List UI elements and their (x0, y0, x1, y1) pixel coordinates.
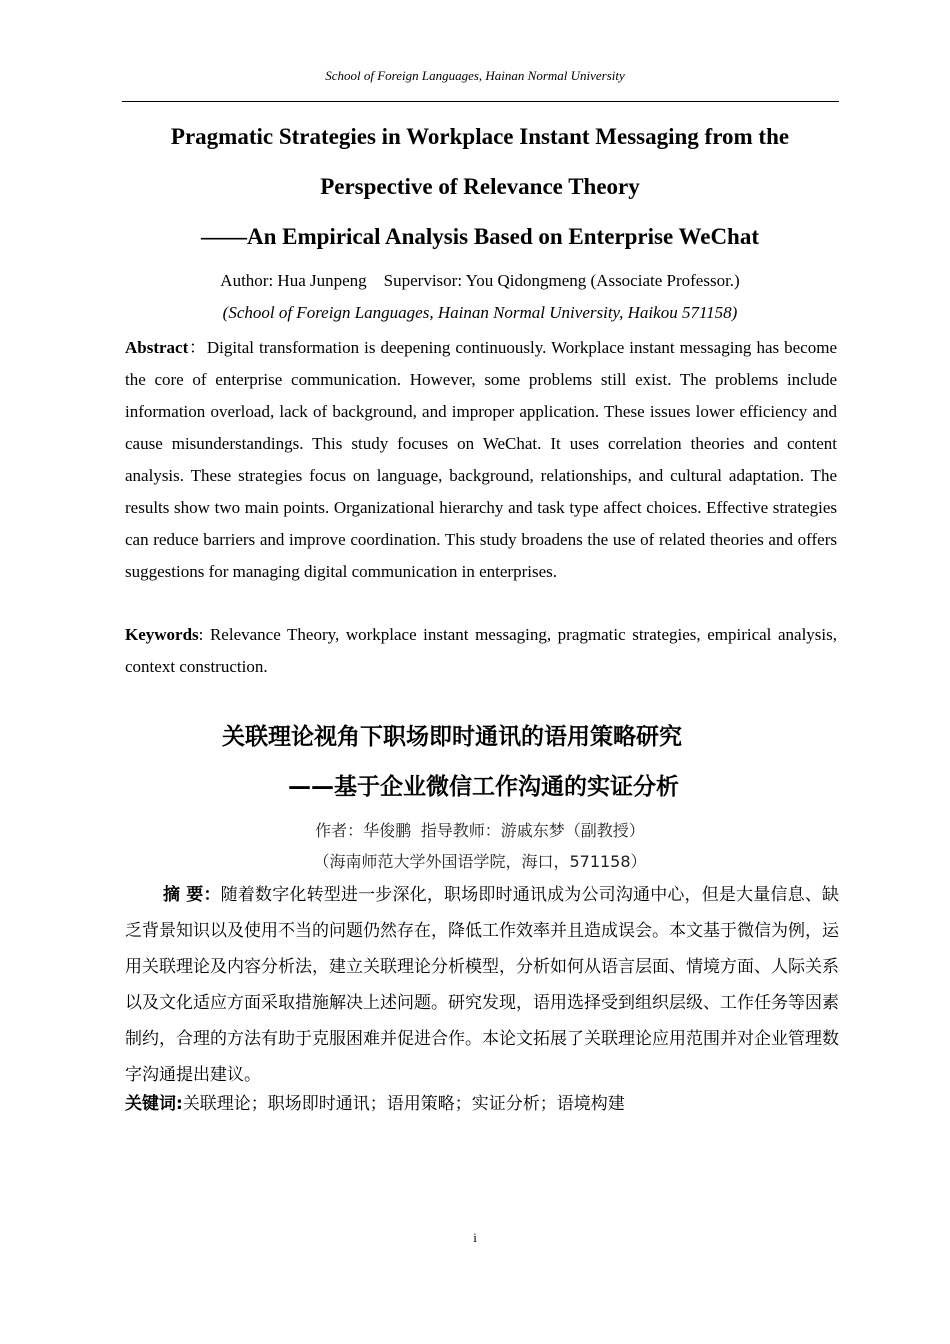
english-author-line: Author: Hua Junpeng Supervisor: You Qidongmeng (Associate Professor.) (220, 271, 740, 290)
chinese-abstract-label: 摘 要： (163, 885, 221, 905)
page-number: i (473, 1230, 477, 1245)
chinese-abstract (125, 877, 839, 1093)
english-subtitle: ——An Empirical Analysis Based on Enterprise WeChat (200, 224, 760, 249)
english-keywords (125, 619, 837, 683)
chinese-affiliation: （海南师范大学外国语学院，海口，571158） (313, 852, 647, 871)
chinese-keywords (125, 1086, 839, 1122)
english-keywords-label: Keywords (125, 625, 199, 644)
english-affiliation: (School of Foreign Languages, Hainan Normal University, Haikou 571158) (222, 303, 738, 322)
chinese-title-line-2: ——基于企业微信工作沟通的实证分析 (288, 774, 679, 800)
running-header: School of Foreign Languages, Hainan Normal University (325, 68, 625, 83)
header-rule (122, 101, 839, 102)
chinese-keywords-label: 关键词: (125, 1094, 183, 1114)
english-abstract-label: Abstract (125, 338, 189, 357)
english-abstract (125, 332, 837, 588)
english-keywords-text: : Relevance Theory, workplace instant messaging, pragmatic strategies, empirical analysis, context construction. (125, 625, 837, 676)
english-title-line-1: Pragmatic Strategies in Workplace Instant Messaging from the (170, 124, 790, 149)
chinese-title-line-1: 关联理论视角下职场即时通讯的语用策略研究 (222, 724, 682, 750)
chinese-keywords-text: 关联理论；职场即时通讯；语用策略；实证分析；语境构建 (182, 1094, 625, 1114)
english-title-line-2: Perspective of Relevance Theory (320, 174, 640, 199)
english-abstract-separator: ： (188, 338, 207, 357)
chinese-author-line: 作者：华俊鹏 指导教师：游戚东梦（副教授） (315, 821, 645, 840)
chinese-abstract-text: 随着数字化转型进一步深化，职场即时通讯成为公司沟通中心，但是大量信息、缺乏背景知识以及使用不当的问题仍然存在，降低工作效率并且造成误会。本文基于微信为例，运用关联理论及内容分析法，建立关联理论分析模型，分析如何从语言层面、情境方面、人际关系以及文化适应方面采取措施解决上述问题。研究发现，语用选择受到组织层级、工作任务等因素制约，合理的方法有助于克服困难并促进合作。本论文拓展了关联理论应用范围并对企业管理数字沟通提出建议。 (125, 885, 840, 1085)
english-abstract-text: Digital transformation is deepening continuously. Workplace instant messaging has become the core of enterprise communication. However, some problems still exist. The problems include information overload, lack of background, and improper application. These issues lower efficiency and cause misunderstandings. This study focuses on WeChat. It uses correlation theories and content analysis. These strategies focus on language, background, relationships, and cultural adaptation. The results show two main points. Organizational hierarchy and task type affect choices. Effective strategies can reduce barriers and improve coordination. This study broadens the use of related theories and offers suggestions for managing digital communication in enterprises. (125, 338, 837, 581)
